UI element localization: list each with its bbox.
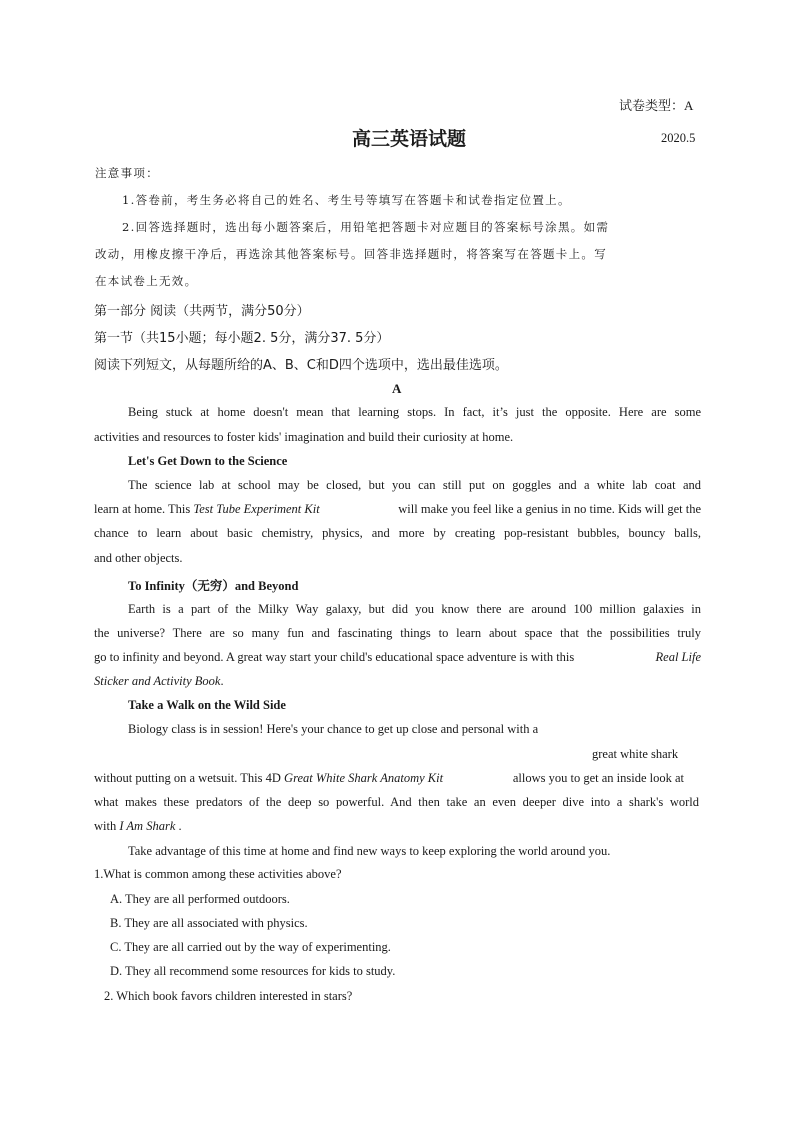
infinity-line-3-text: go to infinity and beyond. A great way start your child's educational space adventure is with this [94, 650, 575, 664]
notes-item-2-line-1: 2.回答选择题时，选出每小题答案后，用铅笔把答题卡对应题目的答案标号涂黑。如需 [122, 220, 610, 234]
paper-type: 试卷类型：A [619, 98, 694, 113]
question-1-option-a: A. They are all performed outdoors. [110, 892, 290, 906]
notes-item-1: 1.答卷前，考生务必将自己的姓名、考生号等填写在答题卡和试卷指定位置上。 [122, 193, 571, 207]
question-1-option-c: C. They are all carried out by the way of experimenting. [110, 940, 391, 954]
notes-item-2-line-3: 在本试卷上无效。 [95, 274, 198, 288]
product-test-tube-kit: Test Tube Experiment Kit [193, 502, 320, 516]
exam-date: 2020.5 [661, 131, 696, 145]
infinity-line-3 [94, 650, 701, 665]
reading-instruction: 阅读下列短文，从每题所给的A、B、C和D四个选项中，选出最佳选项。 [94, 358, 508, 373]
wild-line-3 [94, 771, 684, 786]
product-sticker-book-part-1: Real Life [655, 650, 701, 664]
section-one-heading: 第一节（共15小题；每小题2. 5分，满分37. 5分） [94, 331, 390, 346]
science-line-3: chance to learn about basic chemistry, physics, and more by creating pop-resistant bubbles, bouncy balls, [94, 526, 701, 540]
question-2: 2. Which book favors children interested in stars? [104, 989, 353, 1003]
notes-item-2-line-2: 改动，用橡皮擦干净后，再选涂其他答案标号。回答非选择题时，将答案写在答题卡上。写 [95, 247, 607, 261]
passage-label: A [392, 381, 402, 396]
product-shark-anatomy-kit: Great White Shark Anatomy Kit [284, 771, 444, 785]
infinity-line-2: the universe? There are so many fun and fascinating things to learn about space that the possibilities truly [94, 626, 701, 640]
subheading-infinity: To Infinity（无穷）and Beyond [128, 579, 299, 593]
science-line-2 [94, 502, 701, 517]
infinity-line-4-period: . [220, 674, 224, 688]
intro-line-1: Being stuck at home doesn't mean that learning stops. In fact, it’s just the opposite. Here are some [128, 405, 701, 419]
infinity-line-1: Earth is a part of the Milky Way galaxy, but did you know there are around 100 million galaxies in [128, 602, 701, 616]
wild-line-1: Biology class is in session! Here's your chance to get up close and personal with a [128, 722, 539, 736]
wild-line-5 [94, 819, 182, 834]
wild-line-5-text-a: with [94, 819, 120, 833]
wild-line-5-text-b: . [175, 819, 182, 833]
science-line-2-start [94, 502, 320, 517]
question-1: 1.What is common among these activities above? [94, 867, 342, 881]
science-line-2-text-a: learn at home. This [94, 502, 194, 516]
closing-paragraph: Take advantage of this time at home and find new ways to keep exploring the world around you. [128, 844, 611, 858]
science-line-4: and other objects. [94, 551, 183, 565]
question-1-option-b: B. They are all associated with physics. [110, 916, 308, 930]
wild-line-3-text-b: allows you to get an inside look at [512, 771, 684, 785]
wild-line-3-text-a: without putting on a wetsuit. This 4D [94, 771, 285, 785]
product-sticker-book-part-2: Sticker and Activity Book [94, 674, 221, 688]
wild-line-4: what makes these predators of the deep so powerful. And then take an even deeper dive into a shark's world [94, 795, 699, 809]
subheading-science: Let's Get Down to the Science [128, 454, 288, 468]
infinity-line-4 [94, 674, 224, 689]
part-one-heading: 第一部分 阅读（共两节，满分50分） [94, 304, 310, 319]
wild-line-3-start [94, 771, 443, 786]
wild-line-2: great white shark [592, 747, 679, 761]
question-1-option-d: D. They all recommend some resources for kids to study. [110, 964, 396, 978]
intro-line-2: activities and resources to foster kids' imagination and build their curiosity at home. [94, 430, 514, 444]
product-i-am-shark: I Am Shark [119, 819, 176, 833]
science-line-1: The science lab at school may be closed, but you can still put on goggles and a white lab coat and [128, 478, 701, 492]
science-line-2-text-b: will make you feel like a genius in no time. Kids will get the [398, 502, 701, 516]
notes-heading: 注意事项： [95, 166, 159, 180]
page-title: 高三英语试题 [352, 128, 467, 150]
subheading-wild-side: Take a Walk on the Wild Side [128, 698, 286, 712]
